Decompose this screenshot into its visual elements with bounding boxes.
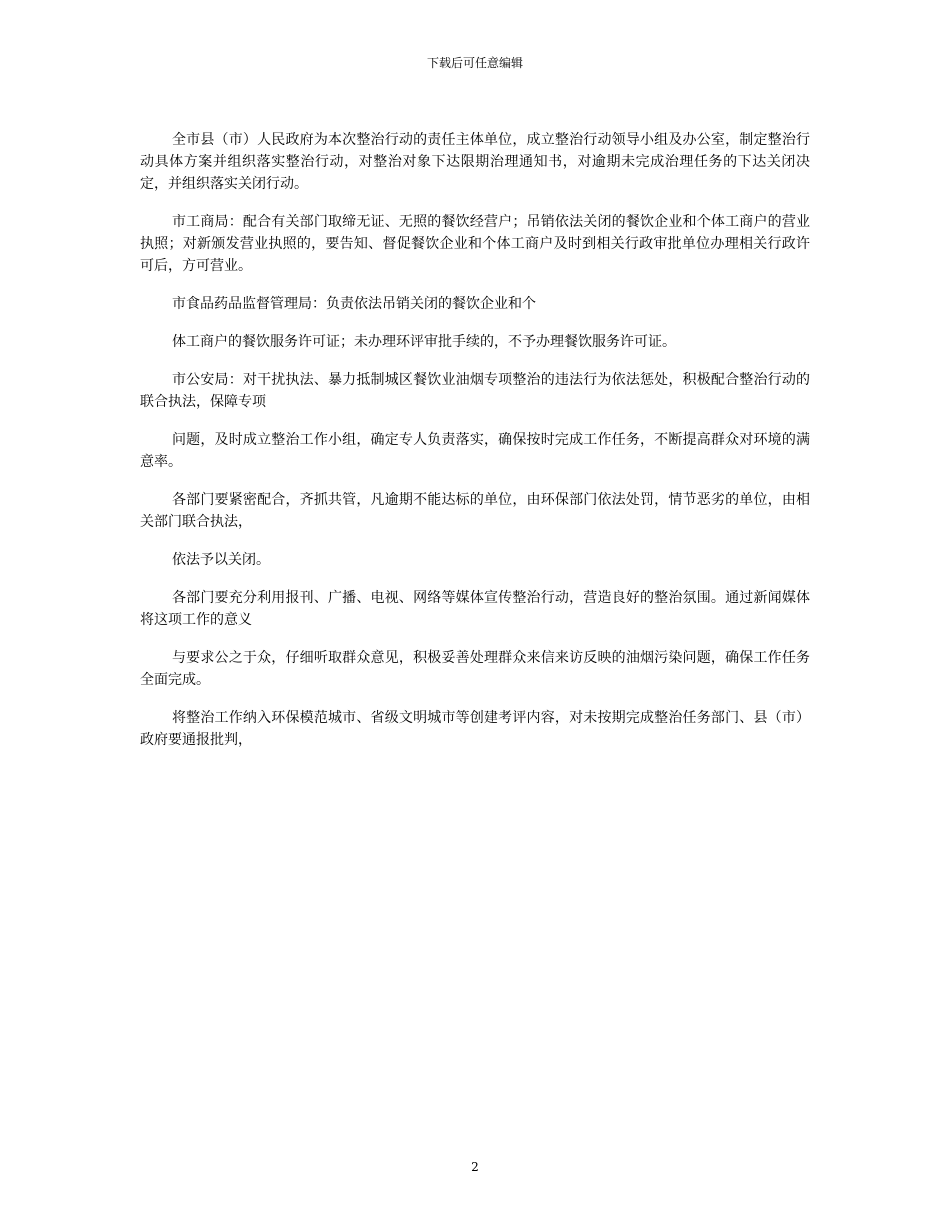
- paragraph: 全市县（市）人民政府为本次整治行动的责任主体单位，成立整治行动领导小组及办公室，制定整治行动具体方案并组织落实整治行动，对整治对象下达限期治理通知书，对逾期未完成治理任务的下达关闭决定，并组织落实关闭行动。: [140, 132, 810, 192]
- page-header: 下载后可任意编辑: [426, 56, 523, 70]
- paragraph: 各部门要充分利用报刊、广播、电视、网络等媒体宣传整治行动，营造良好的整治氛围。通过新闻媒体将这项工作的意义: [140, 590, 810, 628]
- paragraph: 体工商户的餐饮服务许可证；未办理环评审批手续的，不予办理餐饮服务许可证。: [172, 334, 676, 350]
- document-body: [140, 129, 810, 767]
- page-number: 2: [471, 1160, 479, 1174]
- paragraph: 市公安局：对干扰执法、暴力抵制城区餐饮业油烟专项整治的违法行为依法惩处，积极配合整治行动的联合执法，保障专项: [140, 372, 810, 410]
- paragraph: 与要求公之于众，仔细听取群众意见，积极妥善处理群众来信来访反映的油烟污染问题，确保工作任务全面完成。: [140, 650, 810, 688]
- paragraph: 市食品药品监督管理局：负责依法吊销关闭的餐饮企业和个: [172, 296, 536, 312]
- paragraph: 市工商局：配合有关部门取缔无证、无照的餐饮经营户；吊销依法关闭的餐饮企业和个体工商户的营业执照；对新颁发营业执照的，要告知、督促餐饮企业和个体工商户及时到相关行政审批单位办理相关行政许可后，方可营业。: [140, 214, 810, 274]
- paragraph: 将整治工作纳入环保模范城市、省级文明城市等创建考评内容，对未按期完成整治任务部门、县（市）政府要通报批判，: [140, 710, 810, 748]
- paragraph: 依法予以关闭。: [172, 552, 270, 568]
- paragraph: 各部门要紧密配合，齐抓共管，凡逾期不能达标的单位，由环保部门依法处罚，情节恶劣的单位，由相关部门联合执法，: [140, 492, 810, 530]
- paragraph: 问题，及时成立整治工作小组，确定专人负责落实，确保按时完成工作任务，不断提高群众对环境的满意率。: [140, 432, 810, 470]
